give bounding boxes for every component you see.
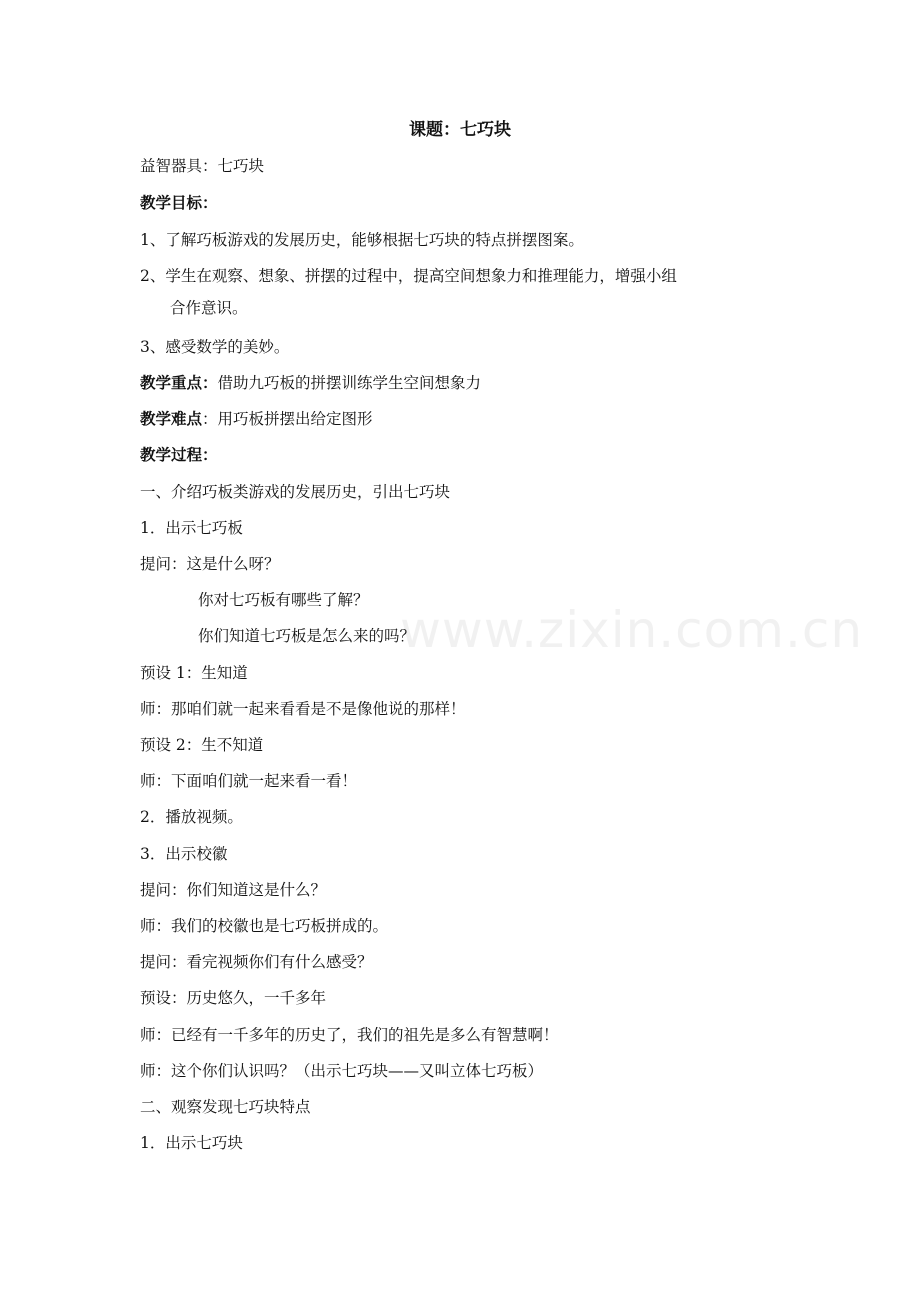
lesson-title: 课题：七巧块 [409, 120, 511, 140]
process-line: 3．出示校徽 [140, 845, 228, 863]
process-line: 1．出示七巧块 [140, 1134, 243, 1152]
difficulty-label: 教学难点 [140, 410, 203, 428]
process-line: 二、观察发现七巧块特点 [140, 1098, 311, 1116]
objective-text: 了解巧板游戏的发展历史，能够根据七巧块的特点拼摆图案。 [165, 231, 584, 249]
process-line: 预设 1：生知道 [140, 664, 248, 682]
objective-text: 学生在观察、想象、拼摆的过程中，提高空间想象力和推理能力，增强小组 [165, 267, 677, 285]
objective-item-3 [140, 336, 289, 358]
keypoint-line [140, 372, 481, 394]
process-line: 提问：看完视频你们有什么感受？ [140, 953, 373, 971]
process-line: 师：下面咱们就一起来看一看！ [140, 772, 358, 790]
difficulty-line [140, 408, 373, 430]
keypoint-label: 教学重点： [140, 374, 218, 392]
process-heading: 教学过程： [140, 446, 218, 464]
process-line: 提问：你们知道这是什么？ [140, 881, 327, 899]
objective-text: 感受数学的美妙。 [165, 338, 290, 356]
objectives-heading: 教学目标： [140, 194, 218, 212]
process-line: 预设 2：生不知道 [140, 736, 264, 754]
objective-number: 1、 [140, 231, 166, 249]
difficulty-value: 用巧板拼摆出给定图形 [217, 410, 373, 428]
objective-number: 3、 [140, 338, 166, 356]
watermark: www.zixin.com.cn [400, 601, 864, 659]
process-line: 一、介绍巧板类游戏的发展历史，引出七巧块 [140, 483, 451, 501]
process-line: 师：那咱们就一起来看看是不是像他说的那样！ [140, 700, 466, 718]
objective-item-2 [140, 265, 677, 287]
process-line: 提问：这是什么呀？ [140, 555, 280, 573]
tool-line [140, 155, 264, 177]
process-line: 1．出示七巧板 [140, 519, 243, 537]
process-line: 预设：历史悠久，一千多年 [140, 989, 327, 1007]
process-line: 你对七巧板有哪些了解？ [198, 591, 369, 609]
objective-item-2-continued: 合作意识。 [170, 299, 248, 317]
process-line: 师：这个你们认识吗？（出示七巧块——又叫立体七巧板） [140, 1062, 544, 1080]
process-line: 师：我们的校徽也是七巧板拼成的。 [140, 917, 389, 935]
tool-value: 七巧块 [217, 157, 265, 175]
objective-item-1 [140, 229, 584, 251]
process-line: 2．播放视频。 [140, 808, 243, 826]
tool-label: 益智器具： [140, 157, 218, 175]
process-line: 师：已经有一千多年的历史了，我们的祖先是多么有智慧啊！ [140, 1026, 559, 1044]
keypoint-value: 借助九巧板的拼摆训练学生空间想象力 [217, 374, 482, 392]
process-line: 你们知道七巧板是怎么来的吗？ [198, 627, 416, 645]
objective-number: 2、 [140, 267, 166, 285]
difficulty-colon: ： [202, 410, 218, 428]
